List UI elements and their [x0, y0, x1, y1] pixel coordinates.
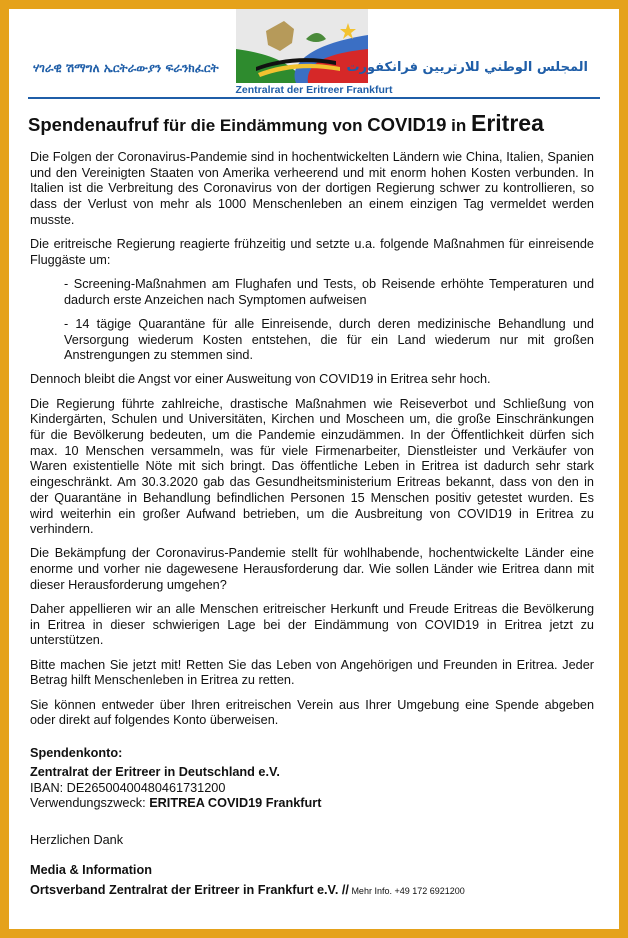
account-holder: Zentralrat der Eritreer in Deutschland e.V. [30, 765, 280, 779]
page-title [28, 110, 600, 137]
tigrinya-org-name: ሃገራዊ ሽማግለ ኤርትራውያን ፍራንክፈርት [33, 61, 219, 75]
paragraph-government: Die Regierung führte zahlreiche, drastische Maßnahmen wie Reiseverbot und Schließung von Kindergärten, Schulen und Universitäten, Kirchen und Moscheen um, die große Einschränkungen für die Bevölkerung bedeuten, um die Pandemie einzudämmen. In der Öffentlichkeit dürfen sich max. 10 Menschen versammeln, was für viele Firmenarbeiter, Dienstleister und Verkäufer von Waren existentielle Nöte mit sich bringt. Das öffentliche Leben in Eritrea ist dadurch sehr stark eingeschränkt. Am 30.3.2020 gab das Gesundheitsministerium Eritreas bekannt, dass von den in der Quarantäne in Behandlung befindlichen Personen 15 Menschen positiv getestet wurden. Es wird weiterhin ein großer Aufwand betrieben, um die Ausbreitung von COVID19 in Eritrea zu verhindern. [30, 396, 594, 537]
account-purpose [30, 796, 594, 812]
header-divider [28, 97, 600, 99]
paragraph-measures: Die eritreische Regierung reagierte frühzeitig und setzte u.a. folgende Maßnahmen für einreisende Fluggäste um: [30, 237, 594, 267]
title-part-middle: für die Eindämmung von [158, 116, 368, 135]
paragraph-donation-options: Sie können entweder über Ihren eritreischen Verein aus Ihrer Umgebung eine Spende abgeben oder direkt auf folgendes Konto überweisen. [30, 697, 594, 728]
title-part-eritrea: Eritrea [471, 110, 544, 136]
footer-org-line [30, 883, 594, 900]
document-body [30, 150, 594, 899]
account-iban: IBAN: DE26500400480461731200 [30, 780, 226, 795]
paragraph-challenge: Die Bekämpfung der Coronavirus-Pandemie stellt für wohlhabende, hochentwickelte Länder eine enorme und vorher nie dagewesene Herausforderung dar. Wie sollen Länder wie Eritrea dann mit dieser Herausforderung umgehen? [30, 546, 594, 592]
arabic-org-name: المجلس الوطني للارتريين فرانكفورت [346, 60, 588, 75]
org-name: Zentralrat der Eritreer Frankfurt [235, 84, 393, 96]
footer-contact: Mehr Info. +49 172 6921200 [348, 885, 465, 896]
footer-org: Ortsverband Zentralrat der Eritreer in Frankfurt e.V. // [30, 882, 349, 897]
paragraph-intro: Die Folgen der Coronavirus-Pandemie sind in hochentwickelten Ländern wie China, Italien, Spanien und den Vereinigten Staaten von Amerika verheerend und mit enorm hohen Kosten verbunden. In Italien ist die Verbreitung des Coronavirus von der dortigen Regierung schwer zu kontrollieren, so dass der Verlust von mehr als 1000 Menschenleben an einem einzigen Tag vermeldet werden musste. [30, 150, 594, 227]
footer-heading: Media & Information [30, 863, 152, 877]
paragraph-call-to-action: Bitte machen Sie jetzt mit! Retten Sie das Leben von Angehörigen und Freunden in Eritrea. Jeder Betrag hilft Menschenleben in Eritrea zu retten. [30, 657, 594, 688]
closing-text: Herzlichen Dank [30, 832, 124, 847]
account-purpose-label: Verwendungszweck: [30, 796, 150, 810]
account-heading: Spendenkonto: [30, 745, 123, 760]
title-part-in: in [446, 116, 471, 135]
list-item-quarantine: - 14 tägige Quarantäne für alle Einreisende, durch deren medizinische Behandlung und Versorgung wiederum Kosten entstehen, die für ein Land wiederum nur mit großen Anstrengungen zu stemmen sind. [64, 316, 594, 363]
paragraph-fear: Dennoch bleibt die Angst vor einer Ausweitung von COVID19 in Eritrea sehr hoch. [30, 372, 491, 387]
paragraph-appeal: Daher appellieren wir an alle Menschen eritreischer Herkunft und Freude Eritreas die Bevölkerung in Eritrea in dieser schwierigen Lage bei der Eindämmung von COVID19 in Eritrea jetzt zu unterstützen. [30, 602, 594, 648]
title-part-covid: COVID19 [367, 114, 447, 135]
list-item-screening: - Screening-Maßnahmen am Flughafen und Tests, ob Reisende erhöhte Temperaturen und dadurch erste Anzeichen nach Symptomen aufweisen [64, 276, 594, 307]
title-part-spendenaufruf: Spendenaufruf [28, 114, 159, 135]
account-purpose-value: ERITREA COVID19 Frankfurt [149, 796, 322, 810]
